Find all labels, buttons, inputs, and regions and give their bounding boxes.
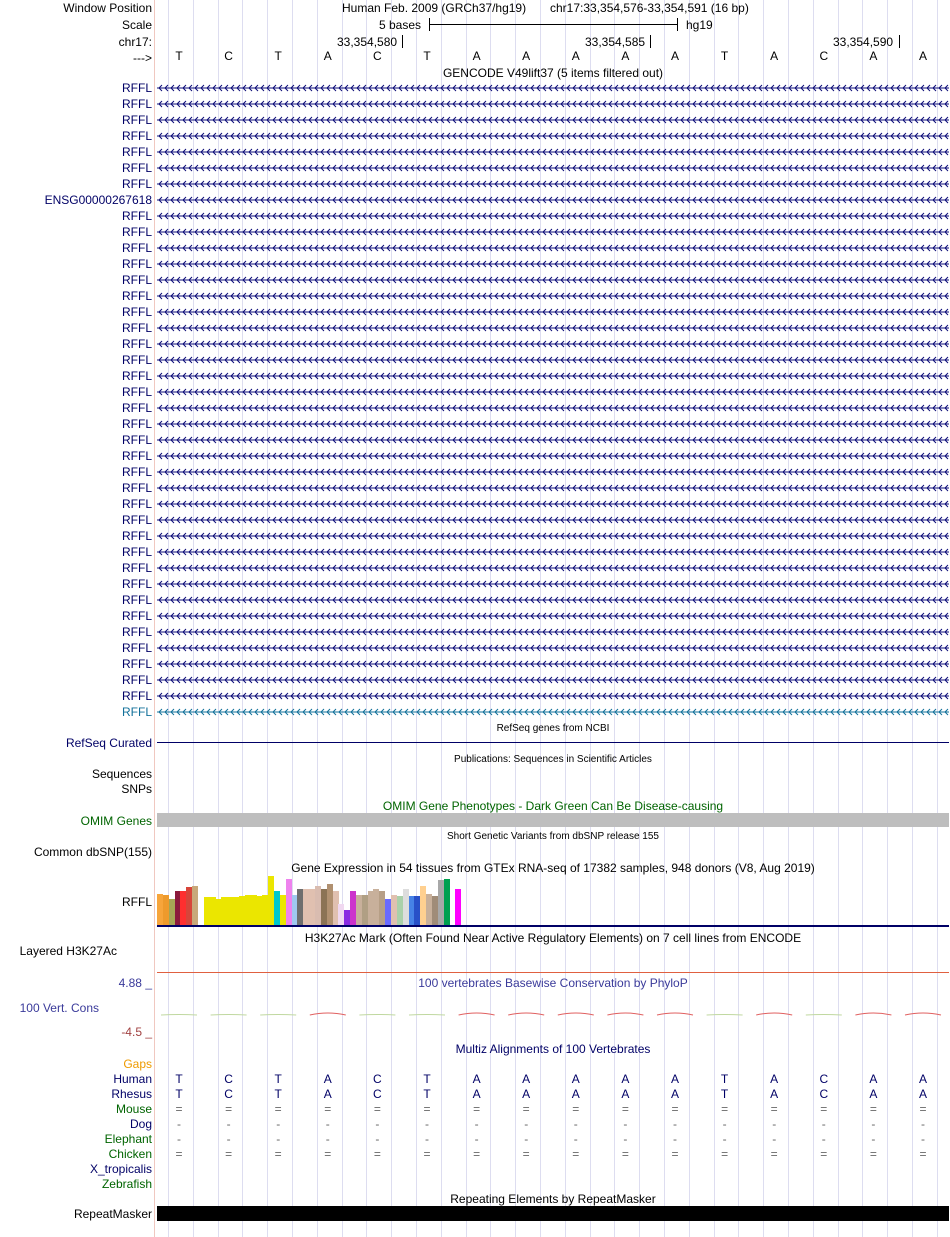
base-letter: -: [871, 1132, 876, 1146]
gencode-transcript-line[interactable]: [157, 228, 949, 236]
base-letter: A: [918, 1087, 927, 1101]
base-letter: =: [274, 1102, 282, 1116]
gencode-transcript-line[interactable]: [157, 372, 949, 380]
gencode-transcript-line[interactable]: [157, 468, 949, 476]
gencode-transcript-line[interactable]: [157, 212, 949, 220]
base-letter: -: [821, 1117, 826, 1131]
base-letter: =: [869, 1147, 877, 1161]
scale-bar: [429, 24, 677, 25]
base-letter: A: [323, 49, 332, 63]
gencode-transcript-line[interactable]: [157, 100, 949, 108]
base-letter: =: [621, 1102, 629, 1116]
gencode-transcript-label[interactable]: RFFL: [122, 161, 152, 175]
gencode-transcript-label[interactable]: RFFL: [122, 577, 152, 591]
gencode-transcript-line[interactable]: [157, 340, 949, 348]
gencode-transcript-label[interactable]: RFFL: [122, 241, 152, 255]
base-letter: -: [524, 1132, 529, 1146]
multiz-species-label[interactable]: Elephant: [104, 1132, 152, 1146]
base-letter: =: [274, 1147, 282, 1161]
assembly-title: Human Feb. 2009 (GRCh37/hg19): [342, 1, 527, 15]
scale-bar-left-tick: [429, 18, 430, 31]
base-letter: C: [819, 1072, 829, 1086]
repeatmasker-track-title[interactable]: Repeating Elements by RepeatMasker: [450, 1192, 656, 1206]
ruler-tick-label: 33,354,585: [585, 35, 646, 49]
multiz-track-title[interactable]: Multiz Alignments of 100 Vertebrates: [455, 1042, 651, 1056]
base-letter: -: [177, 1132, 181, 1146]
base-letter: -: [474, 1117, 479, 1131]
base-letter: =: [225, 1102, 233, 1116]
base-letter: =: [373, 1102, 381, 1116]
h3k27ac-track-title[interactable]: H3K27Ac Mark (Often Found Near Active Regulatory Elements) on 7 cell lines from ENCODE: [304, 931, 802, 945]
publications-track-title[interactable]: Publications: Sequences in Scientific Articles: [454, 754, 652, 765]
gencode-transcript-line[interactable]: [157, 692, 949, 700]
phylop-score-mark: [409, 1015, 445, 1016]
refseq-track-label[interactable]: RefSeq Curated: [65, 736, 152, 750]
phylop-score-mark: [558, 1013, 594, 1015]
base-letter: A: [869, 1072, 878, 1086]
gencode-track-title[interactable]: GENCODE V49lift37 (5 items filtered out): [442, 66, 664, 80]
base-letter: -: [276, 1132, 281, 1146]
gencode-transcript-label[interactable]: RFFL: [122, 225, 152, 239]
gencode-transcript-line[interactable]: [157, 132, 949, 140]
base-letter: =: [770, 1147, 778, 1161]
phylop-score-mark: [657, 1013, 693, 1015]
base-letter: -: [276, 1117, 281, 1131]
base-letter: -: [821, 1132, 826, 1146]
base-letter: T: [274, 1087, 282, 1101]
gencode-transcript-line[interactable]: [157, 708, 949, 716]
gencode-transcript-label[interactable]: RFFL: [122, 529, 152, 543]
gencode-transcript-line[interactable]: [157, 292, 949, 300]
dbsnp-track-title[interactable]: Short Genetic Variants from dbSNP release 155: [447, 831, 659, 842]
gencode-transcript-line[interactable]: [157, 244, 949, 252]
publications-sequences-label[interactable]: Sequences: [91, 767, 152, 781]
phylop-score-mark: [211, 1015, 247, 1016]
base-letter: =: [671, 1102, 679, 1116]
gencode-transcript-line[interactable]: [157, 180, 949, 188]
base-letter: -: [425, 1117, 429, 1131]
gencode-transcript-line[interactable]: [157, 532, 949, 540]
repeatmasker-track-label[interactable]: RepeatMasker: [73, 1207, 152, 1221]
ruler-tick: [899, 35, 900, 48]
base-letter: C: [224, 1087, 233, 1101]
multiz-species-label[interactable]: Human: [113, 1072, 152, 1086]
base-letter: C: [819, 1087, 829, 1101]
base-letter: T: [423, 49, 431, 63]
phylop-score-mark: [806, 1015, 842, 1016]
base-letter: A: [472, 1087, 481, 1101]
gencode-transcript-label[interactable]: RFFL: [122, 433, 152, 447]
base-letter: A: [869, 49, 878, 63]
base-letter: -: [425, 1132, 429, 1146]
phylop-score-mark: [905, 1013, 941, 1015]
base-letter: =: [473, 1102, 481, 1116]
ruler-tick-label: 33,354,580: [337, 35, 398, 49]
base-letter: -: [226, 1117, 231, 1131]
base-letter: -: [573, 1132, 578, 1146]
base-letter: =: [473, 1147, 481, 1161]
gencode-transcript-line[interactable]: [157, 404, 949, 412]
gencode-transcript-line[interactable]: [157, 196, 949, 204]
base-letter: =: [175, 1147, 183, 1161]
base-letter: A: [323, 1072, 332, 1086]
base-letter: A: [621, 1087, 630, 1101]
gtex-track-title[interactable]: Gene Expression in 54 tissues from GTEx RNA-seq of 17382 samples, 948 donors (V8, Aug 2019): [291, 861, 815, 875]
scale-label: Scale: [121, 18, 152, 32]
gencode-transcript-label[interactable]: RFFL: [122, 513, 152, 527]
phylop-conservation-plot[interactable]: [157, 1008, 949, 1022]
base-letter: -: [325, 1117, 330, 1131]
gencode-transcript-label[interactable]: RFFL: [122, 145, 152, 159]
base-letter: =: [919, 1147, 927, 1161]
base-letter: -: [474, 1132, 479, 1146]
phylop-score-mark: [359, 1015, 395, 1016]
gencode-transcript-label[interactable]: RFFL: [122, 449, 152, 463]
gencode-transcript-label[interactable]: RFFL: [122, 545, 152, 559]
multiz-species-label[interactable]: Rhesus: [111, 1087, 152, 1101]
base-letter: =: [175, 1102, 183, 1116]
base-letter: A: [918, 1072, 927, 1086]
h3k27ac-separator: [157, 972, 949, 973]
base-letter: A: [621, 1072, 630, 1086]
dbsnp-track-label[interactable]: Common dbSNP(155): [33, 845, 152, 859]
base-letter: A: [670, 49, 679, 63]
gencode-transcript-line[interactable]: [157, 612, 949, 620]
omim-track-title[interactable]: OMIM Gene Phenotypes - Dark Green Can Be Disease-causing: [382, 799, 724, 813]
gencode-transcript-label[interactable]: RFFL: [122, 369, 152, 383]
phylop-max-value: 4.88 _: [118, 976, 152, 990]
base-letter: T: [423, 1087, 431, 1101]
gencode-transcript-line[interactable]: [157, 84, 949, 92]
strand-label: --->: [133, 51, 152, 65]
phylop-score-mark: [459, 1013, 495, 1015]
gencode-transcript-line[interactable]: [157, 484, 949, 492]
phylop-track-label[interactable]: 100 Vert. Cons: [19, 1001, 99, 1015]
gencode-transcript-label[interactable]: RFFL: [122, 289, 152, 303]
gencode-transcript-label[interactable]: RFFL: [122, 81, 152, 95]
gencode-transcript-line[interactable]: [157, 260, 949, 268]
base-letter: -: [722, 1132, 727, 1146]
gencode-transcript-label[interactable]: RFFL: [122, 401, 152, 415]
multiz-species-label[interactable]: X_tropicalis: [89, 1162, 152, 1176]
gencode-transcript-label[interactable]: RFFL: [122, 481, 152, 495]
base-letter: =: [423, 1147, 431, 1161]
gencode-transcript-line[interactable]: [157, 596, 949, 604]
gencode-transcript-line[interactable]: [157, 564, 949, 572]
base-letter: =: [572, 1147, 580, 1161]
base-letter: -: [772, 1117, 777, 1131]
omim-gene-bar[interactable]: [157, 813, 949, 827]
base-letter: C: [373, 1072, 382, 1086]
base-letter: C: [224, 1072, 233, 1086]
base-letter: -: [325, 1132, 330, 1146]
phylop-score-mark: [161, 1015, 197, 1016]
base-letter: -: [524, 1117, 529, 1131]
base-letter: -: [673, 1132, 677, 1146]
gencode-transcript-label[interactable]: RFFL: [122, 177, 152, 191]
gencode-transcript-label[interactable]: RFFL: [122, 209, 152, 223]
gencode-transcript-line[interactable]: [157, 676, 949, 684]
phylop-min-value: -4.5 _: [121, 1025, 152, 1039]
base-letter: -: [722, 1117, 727, 1131]
base-letter: -: [921, 1117, 925, 1131]
phylop-score-mark: [855, 1013, 891, 1015]
base-letter: =: [671, 1147, 679, 1161]
base-letter: -: [772, 1132, 777, 1146]
publications-snps-label[interactable]: SNPs: [121, 782, 152, 796]
gencode-transcript-line[interactable]: [157, 276, 949, 284]
gencode-transcript-line[interactable]: [157, 660, 949, 668]
gencode-transcript-label[interactable]: RFFL: [122, 465, 152, 479]
chrom-label: chr17:: [118, 35, 152, 49]
base-letter: -: [177, 1117, 181, 1131]
base-letter: =: [621, 1147, 629, 1161]
gencode-transcript-label[interactable]: RFFL: [122, 609, 152, 623]
gencode-transcript-label[interactable]: RFFL: [122, 273, 152, 287]
gencode-transcript-line[interactable]: [157, 628, 949, 636]
base-letter: A: [522, 1072, 531, 1086]
base-letter: -: [673, 1117, 677, 1131]
base-letter: =: [919, 1102, 927, 1116]
base-letter: -: [573, 1117, 578, 1131]
gencode-transcript-line[interactable]: [157, 500, 949, 508]
phylop-track-title[interactable]: 100 vertebrates Basewise Conservation by PhyloP: [418, 976, 688, 990]
base-letter: =: [721, 1102, 729, 1116]
phylop-score-mark: [310, 1013, 346, 1015]
base-letter: A: [571, 1072, 580, 1086]
base-letter: T: [720, 1087, 729, 1101]
base-letter: C: [373, 1087, 382, 1101]
gencode-transcript-line[interactable]: [157, 452, 949, 460]
base-letter: C: [819, 49, 829, 63]
base-letter: =: [869, 1102, 877, 1116]
gencode-transcript-line[interactable]: [157, 420, 949, 428]
repeatmasker-bar[interactable]: [157, 1206, 949, 1221]
gencode-transcript-label[interactable]: RFFL: [122, 257, 152, 271]
gencode-transcript-line[interactable]: [157, 644, 949, 652]
gencode-transcript-line[interactable]: [157, 388, 949, 396]
base-letter: A: [869, 1087, 878, 1101]
gencode-transcript-label[interactable]: RFFL: [122, 129, 152, 143]
track-area-left-border: [154, 0, 155, 1237]
gtex-tissue-bar[interactable]: [455, 889, 461, 925]
base-letter: A: [670, 1072, 679, 1086]
base-letter: T: [720, 1072, 729, 1086]
base-letter: T: [175, 1072, 183, 1086]
omim-track-label[interactable]: OMIM Genes: [80, 814, 152, 828]
refseq-gene-line[interactable]: [157, 742, 949, 743]
gencode-transcript-line[interactable]: [157, 436, 949, 444]
phylop-score-mark: [508, 1013, 544, 1015]
gencode-transcript-line[interactable]: [157, 516, 949, 524]
gencode-transcript-line[interactable]: [157, 356, 949, 364]
gencode-transcript-label[interactable]: RFFL: [122, 561, 152, 575]
gencode-transcript-line[interactable]: [157, 580, 949, 588]
gencode-transcript-label[interactable]: RFFL: [122, 625, 152, 639]
base-letter: -: [375, 1117, 380, 1131]
gencode-transcript-label[interactable]: ENSG00000267618: [44, 193, 152, 207]
gencode-transcript-label[interactable]: RFFL: [122, 385, 152, 399]
base-letter: =: [324, 1147, 332, 1161]
base-letter: T: [274, 49, 282, 63]
base-letter: T: [175, 49, 183, 63]
position-readout: chr17:33,354,576-33,354,591 (16 bp): [550, 1, 749, 15]
multiz-gaps-label[interactable]: Gaps: [123, 1057, 152, 1071]
phylop-score-mark: [607, 1013, 643, 1015]
base-letter: A: [571, 49, 580, 63]
base-letter: =: [770, 1102, 778, 1116]
base-letter: A: [670, 1087, 679, 1101]
scale-bar-right-tick: [677, 18, 678, 31]
gencode-transcript-label[interactable]: RFFL: [122, 657, 152, 671]
gencode-transcript-label[interactable]: RFFL: [122, 305, 152, 319]
gencode-transcript-label[interactable]: RFFL: [122, 353, 152, 367]
ruler-tick: [650, 35, 651, 48]
gencode-transcript-line[interactable]: [157, 308, 949, 316]
multiz-species-label[interactable]: Mouse: [115, 1102, 152, 1116]
base-letter: A: [918, 49, 927, 63]
base-letter: A: [770, 1087, 779, 1101]
base-letter: =: [373, 1147, 381, 1161]
phylop-score-mark: [260, 1015, 296, 1016]
base-letter: -: [623, 1117, 628, 1131]
gencode-transcript-label[interactable]: RFFL: [122, 113, 152, 127]
base-letter: A: [770, 49, 779, 63]
gencode-transcript-label[interactable]: RFFL: [122, 641, 152, 655]
gencode-transcript-label[interactable]: RFFL: [122, 337, 152, 351]
base-letter: T: [423, 1072, 431, 1086]
base-letter: T: [175, 1087, 183, 1101]
gtex-track-label[interactable]: RFFL: [122, 895, 152, 909]
gencode-transcript-line[interactable]: [157, 116, 949, 124]
base-letter: -: [375, 1132, 380, 1146]
window-position-label: Window Position: [63, 1, 152, 15]
gencode-transcript-label[interactable]: RFFL: [122, 593, 152, 607]
base-letter: =: [522, 1102, 530, 1116]
base-letter: =: [225, 1147, 233, 1161]
gencode-transcript-label[interactable]: RFFL: [122, 417, 152, 431]
base-letter: =: [324, 1102, 332, 1116]
base-letter: A: [522, 49, 531, 63]
gencode-transcript-label[interactable]: RFFL: [122, 321, 152, 335]
base-letter: -: [226, 1132, 231, 1146]
gencode-transcript-label[interactable]: RFFL: [122, 673, 152, 687]
base-letter: T: [274, 1072, 282, 1086]
gencode-transcript-label[interactable]: RFFL: [122, 689, 152, 703]
base-letter: -: [921, 1132, 925, 1146]
base-letter: A: [770, 1072, 779, 1086]
base-letter: =: [820, 1102, 828, 1116]
base-letter: -: [623, 1132, 628, 1146]
phylop-score-mark: [707, 1015, 743, 1016]
gencode-transcript-label[interactable]: RFFL: [122, 497, 152, 511]
base-letter: -: [871, 1117, 876, 1131]
base-letter: T: [720, 49, 729, 63]
base-letter: A: [571, 1087, 580, 1101]
gencode-transcript-label[interactable]: RFFL: [122, 97, 152, 111]
gencode-transcript-line[interactable]: [157, 324, 949, 332]
multiz-species-label[interactable]: Chicken: [108, 1147, 152, 1161]
base-letter: =: [423, 1102, 431, 1116]
refseq-track-title[interactable]: RefSeq genes from NCBI: [496, 723, 610, 734]
base-letter: C: [224, 49, 233, 63]
base-letter: =: [522, 1147, 530, 1161]
gtex-baseline: [157, 925, 949, 927]
multiz-species-label[interactable]: Dog: [129, 1117, 152, 1131]
gencode-transcript-label[interactable]: RFFL: [122, 705, 152, 719]
base-letter: =: [572, 1102, 580, 1116]
phylop-score-mark: [756, 1013, 792, 1015]
gencode-transcript-line[interactable]: [157, 548, 949, 556]
base-letter: A: [522, 1087, 531, 1101]
h3k27ac-track-label[interactable]: Layered H3K27Ac: [19, 944, 117, 958]
base-letter: A: [621, 49, 630, 63]
base-letter: A: [472, 1072, 481, 1086]
ruler-tick: [402, 35, 403, 48]
scale-bases-text: 5 bases: [379, 18, 422, 32]
base-letter: =: [820, 1147, 828, 1161]
base-letter: A: [323, 1087, 332, 1101]
base-letter: A: [472, 49, 481, 63]
scale-db-label: hg19: [686, 18, 713, 32]
base-letter: C: [373, 49, 382, 63]
gencode-transcript-line[interactable]: [157, 148, 949, 156]
gencode-transcript-line[interactable]: [157, 164, 949, 172]
ruler-tick-label: 33,354,590: [833, 35, 894, 49]
multiz-species-label[interactable]: Zebrafish: [101, 1177, 152, 1191]
base-letter: =: [721, 1147, 729, 1161]
